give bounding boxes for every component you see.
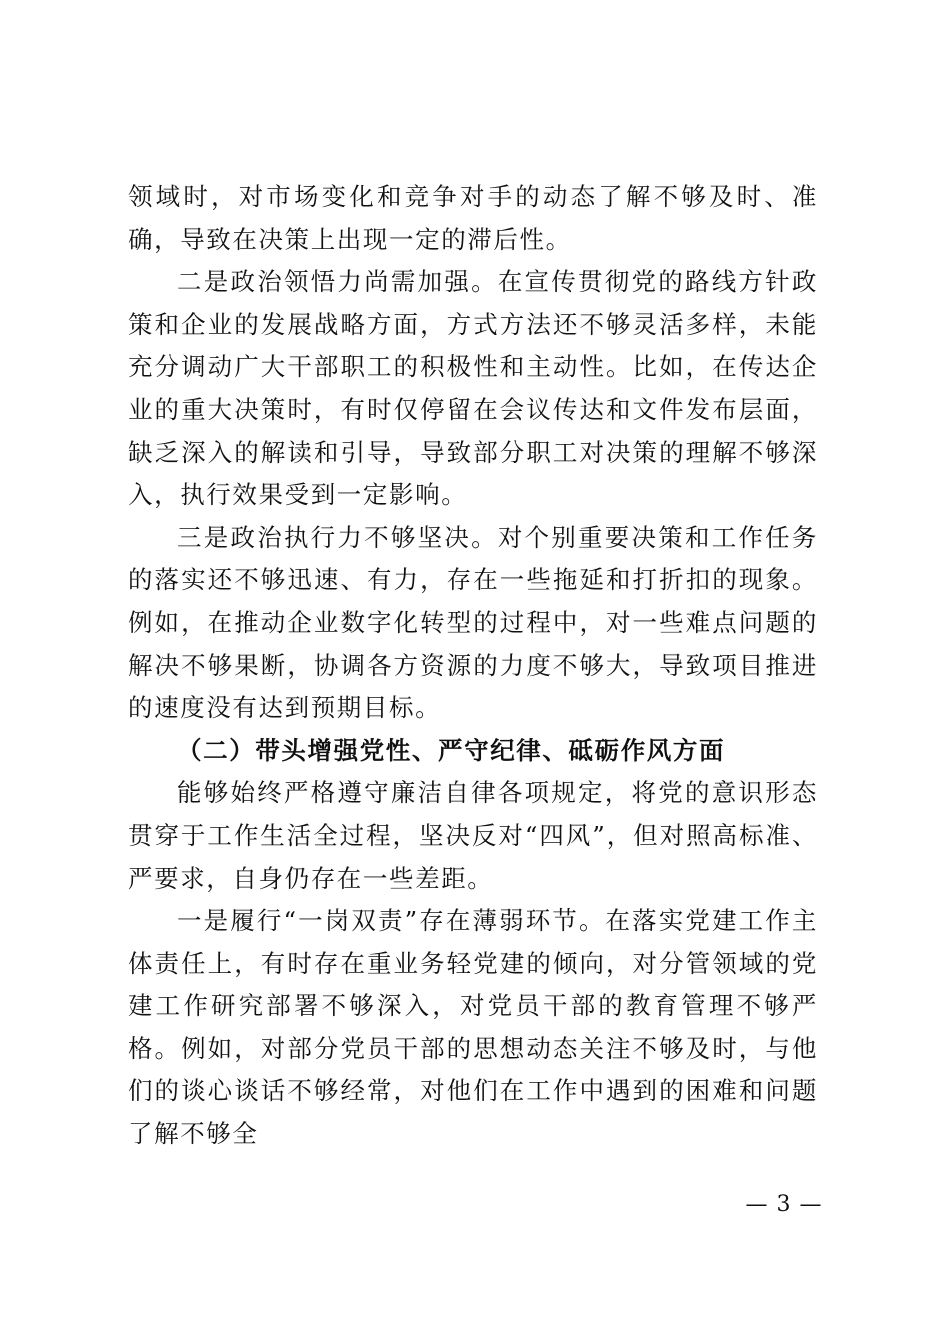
paragraph-political-execution: 三是政治执行力不够坚决。对个别重要决策和工作任务的落实还不够迅速、有力，存在一些拖延和打折扣的现象。例如，在推动企业数字化转型的过程中，对一些难点问题的解决不够果断，协调各方资源的力度不够大，导致项目推进的速度没有达到预期目标。 bbox=[128, 522, 818, 723]
paragraph-political-comprehension: 二是政治领悟力尚需加强。在宣传贯彻党的路线方针政策和企业的发展战略方面，方式方法还不够灵活多样，未能充分调动广大干部职工的积极性和主动性。比如，在传达企业的重大决策时，有时仅停留在会议传达和文件发布层面，缺乏深入的解读和引导，导致部分职工对决策的理解不够深入，执行效果受到一定影响。 bbox=[128, 267, 818, 510]
document-body bbox=[128, 176, 818, 1156]
paragraph-continuation: 领域时，对市场变化和竞争对手的动态了解不够及时、准确，导致在决策上出现一定的滞后性。 bbox=[128, 182, 818, 254]
section-heading: （二）带头增强党性、严守纪律、砥砺作风方面 bbox=[177, 735, 726, 765]
paragraph-dual-responsibility: 一是履行“一岗双责”存在薄弱环节。在落实党建工作主体责任上，有时存在重业务轻党建的倾向，对分管领域的党建工作研究部署不够深入，对党员干部的教育管理不够严格。例如，对部分党员干部的思想动态关注不够及时，与他们的谈心谈话不够经常，对他们在工作中遇到的困难和问题了解不够全 bbox=[128, 906, 818, 1149]
page-number: — 3 — bbox=[745, 1192, 823, 1217]
paragraph-section-intro: 能够始终严格遵守廉洁自律各项规定，将党的意识形态贯穿于工作生活全过程，坚决反对“四风”，但对照高标准、严要求，自身仍存在一些差距。 bbox=[128, 778, 818, 893]
